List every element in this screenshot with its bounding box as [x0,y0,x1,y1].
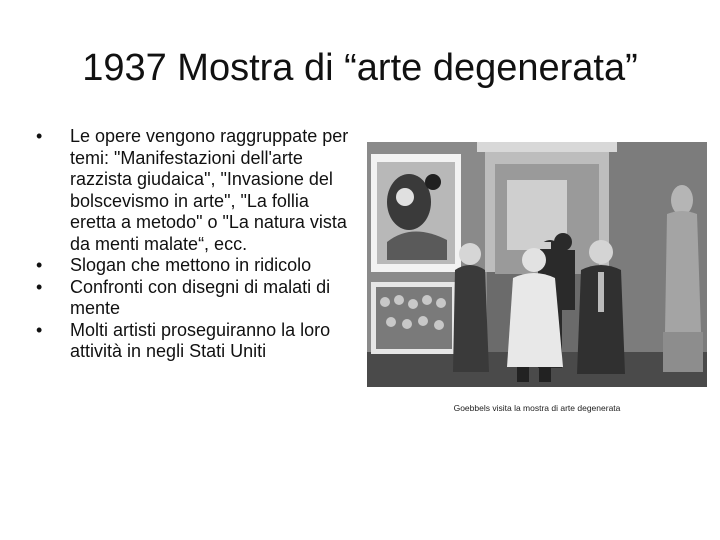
bullet-text: Molti artisti proseguiranno la loro attività in negli Stati Uniti [70,319,331,361]
bullet-item [36,320,351,363]
bullet-text: Slogan che mettono in ridicolo [70,255,312,275]
photo-caption: Goebbels visita la mostra di arte degenerata [453,403,621,413]
bullet-item [36,255,351,277]
bullet-marker: • [36,276,43,297]
bullet-item [36,277,351,320]
bullet-text: "Manifestazioni dell'arte razzista giudaica", "Invasione del bolscevismo in arte", "La follia eretta a metodo" o "La natura vista da menti malate“, ecc. [70,147,347,254]
bullet-text-strong: Le opere vengono raggruppate per temi: [70,126,349,168]
slide-title: 1937 Mostra di “arte degenerata” [82,47,638,89]
bullet-marker: • [36,126,43,146]
bullet-item [36,126,351,255]
bullet-text: Confronti con disegni di malati di mente [70,276,331,318]
bullet-marker: • [36,255,43,275]
exhibition-photo [367,142,707,387]
exhibition-photo-illustration [367,142,707,387]
bullet-list [36,126,351,363]
bullet-marker: • [36,319,43,340]
